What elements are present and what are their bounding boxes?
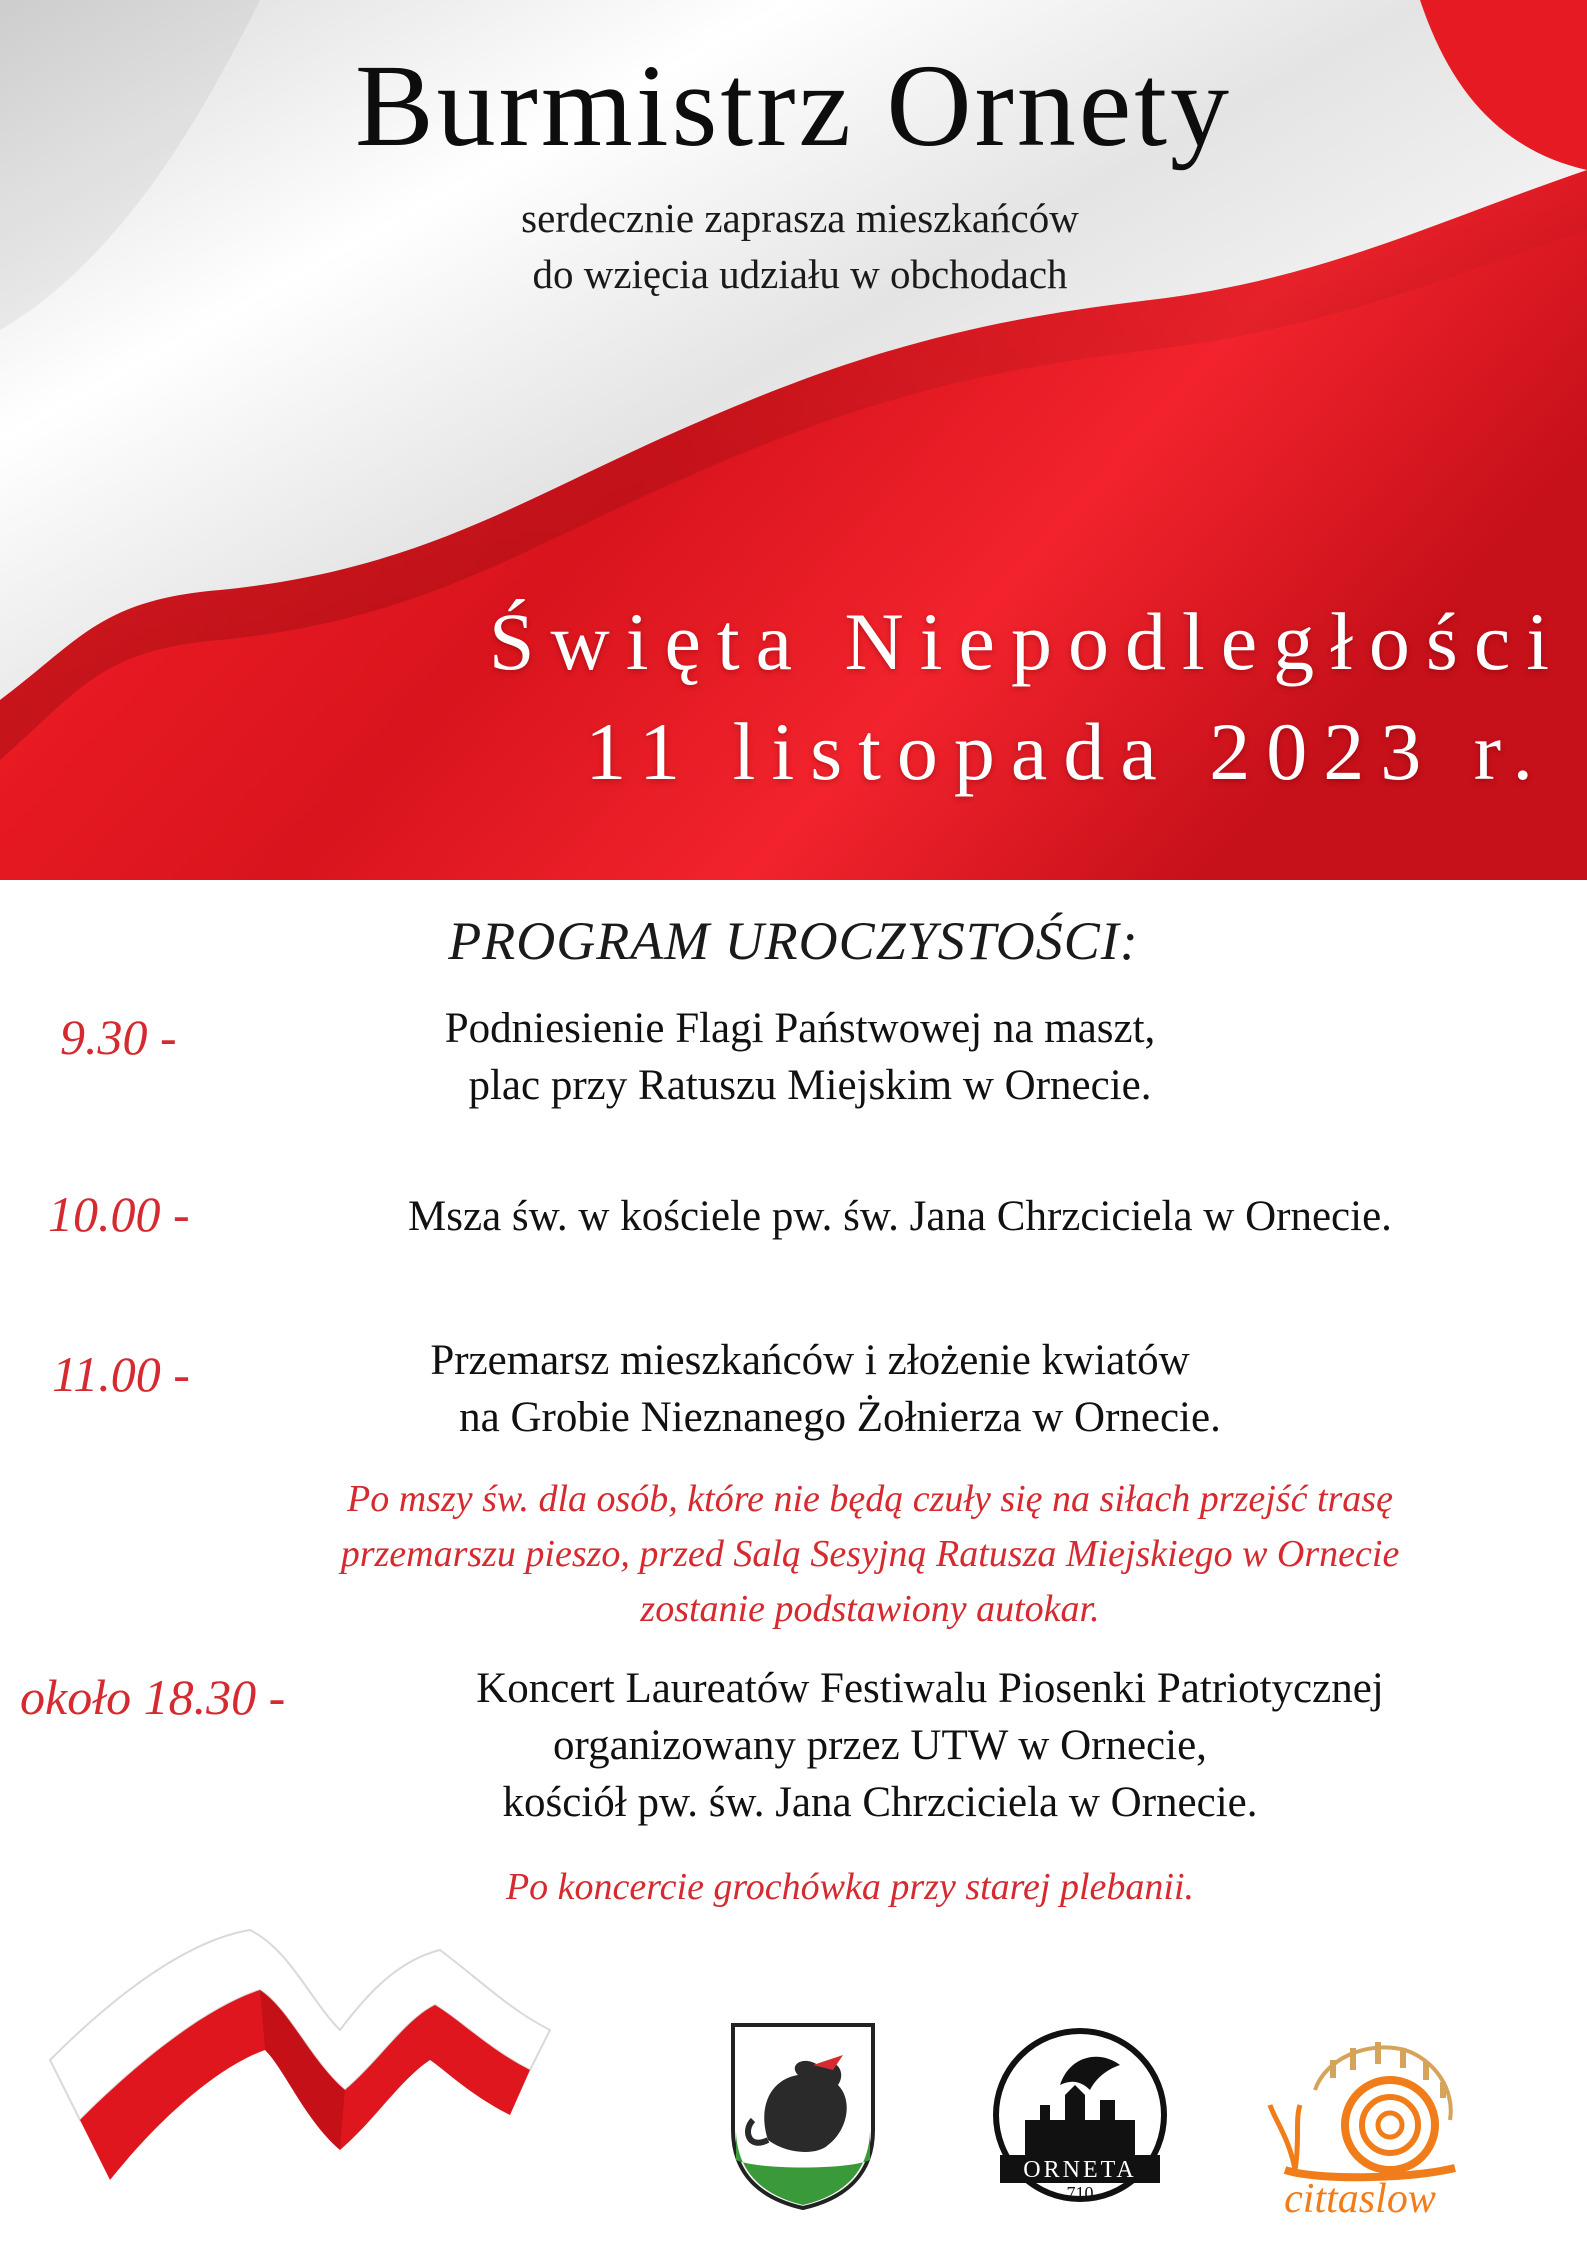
program-desc-3-line-1: Przemarsz mieszkańców i złożenie kwiatów xyxy=(430,1337,1190,1384)
program-heading: PROGRAM UROCZYSTOŚCI: xyxy=(448,911,1139,971)
holiday-date: 11 listopada 2023 r. xyxy=(585,706,1549,797)
program-desc-4-line-1: Koncert Laureatów Festiwalu Piosenki Patriotycznej xyxy=(476,1665,1384,1712)
cittaslow-logo-text: cittaslow xyxy=(1284,2176,1436,2220)
program-note-4: Po koncercie grochówka przy starej plebanii. xyxy=(505,1866,1195,1908)
page-title: Burmistrz Ornety xyxy=(354,40,1233,171)
program-note-3-line-1: Po mszy św. dla osób, które nie będą czuły się na siłach przejść trasę xyxy=(347,1478,1393,1520)
program-note-3-line-2: przemarszu pieszo, przed Salą Sesyjną Ratusza Miejskiego w Ornecie xyxy=(340,1533,1400,1575)
orneta-logo-text: ORNETA xyxy=(1023,2157,1137,2183)
program-time-4: około 18.30 - xyxy=(20,1669,286,1725)
cittaslow-logo xyxy=(1255,2020,1485,2220)
subtitle-line-2: do wzięcia udziału w obchodach xyxy=(532,251,1068,297)
program-desc-1-line-2: plac przy Ratuszu Miejskim w Ornecie. xyxy=(468,1062,1152,1109)
program-desc-3-line-2: na Grobie Nieznanego Żołnierza w Ornecie. xyxy=(459,1394,1221,1441)
program-note-3-line-3: zostanie podstawiony autokar. xyxy=(640,1588,1100,1630)
program-time-1: 9.30 - xyxy=(60,1009,177,1065)
program-desc-2: Msza św. w kościele pw. św. Jana Chrzciciela w Ornecie. xyxy=(408,1193,1392,1240)
orneta-logo-year: 710 xyxy=(1066,2183,1094,2203)
program-desc-4-line-2: organizowany przez UTW w Ornecie, xyxy=(553,1722,1207,1769)
program-desc-1-line-1: Podniesienie Flagi Państwowej na maszt, xyxy=(444,1005,1156,1052)
holiday-name: Święta Niepodległości xyxy=(488,596,1565,687)
program-time-2: 10.00 - xyxy=(48,1186,190,1242)
ribbon-flag-image xyxy=(40,1920,560,2220)
coat-of-arms-logo xyxy=(728,2020,878,2210)
program-time-3: 11.00 - xyxy=(52,1346,190,1402)
program-desc-4-line-3: kościół pw. św. Jana Chrzciciela w Ornecie. xyxy=(502,1779,1258,1826)
orneta-710-logo xyxy=(990,2025,1170,2205)
subtitle-line-1: serdecznie zaprasza mieszkańców xyxy=(521,195,1079,241)
